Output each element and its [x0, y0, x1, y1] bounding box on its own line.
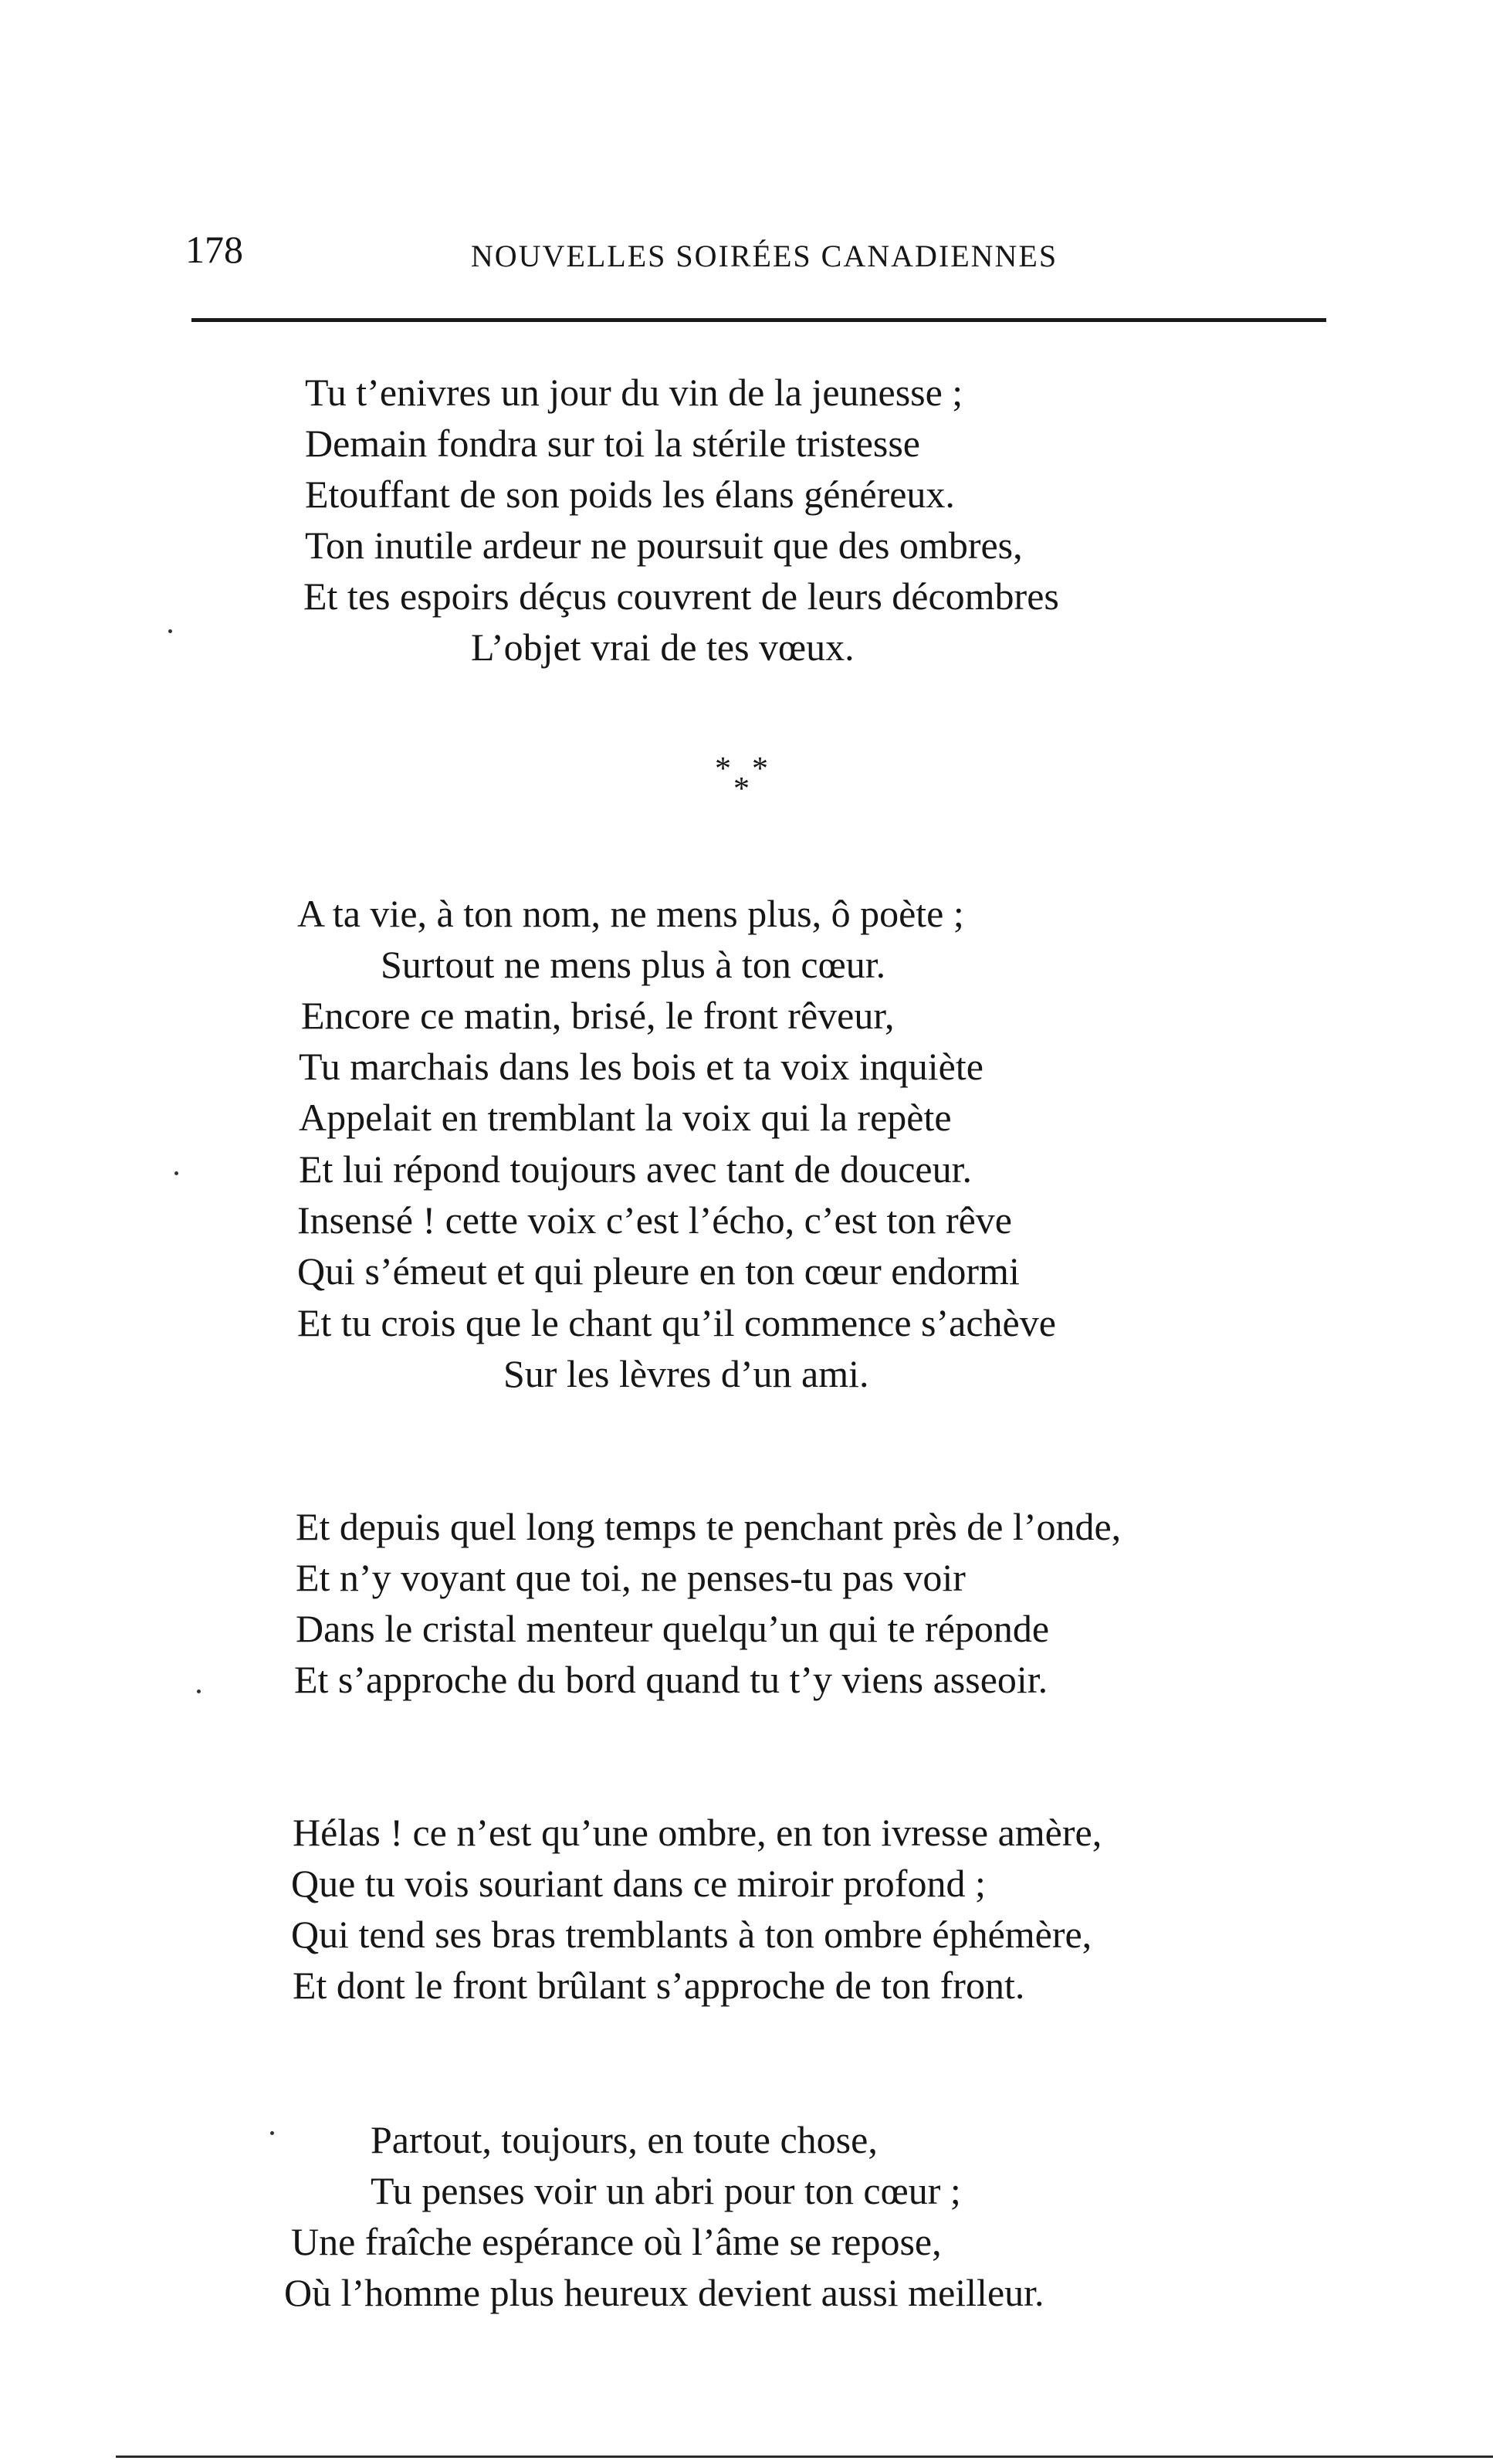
verse-line: A ta vie, à ton nom, ne mens plus, ô poète ; [297, 892, 964, 935]
verse-line: Etouffant de son poids les élans généreux. [305, 473, 955, 516]
header-rule [191, 318, 1326, 322]
verse-line: Et dont le front brûlant s’approche de ton front. [293, 1964, 1025, 2007]
verse-line: Qui tend ses bras tremblants à ton ombre éphémère, [291, 1913, 1092, 1956]
verse-line: Tu penses voir un abri pour ton cœur ; [371, 2169, 961, 2212]
scan-speck [197, 1690, 201, 1693]
page-number: 178 [185, 228, 243, 271]
verse-line: Surtout ne mens plus à ton cœur. [381, 943, 886, 986]
verse-line: Hélas ! ce n’est qu’une ombre, en ton ivresse amère, [293, 1811, 1102, 1854]
asterisk: * [752, 751, 768, 787]
verse-line: Qui s’émeut et qui pleure en ton cœur endormi [297, 1249, 1020, 1293]
verse-line: Et s’approche du bord quand tu t’y viens asseoir. [294, 1658, 1048, 1701]
asterisk: * [733, 771, 750, 807]
scan-speck [270, 2131, 274, 2135]
verse-line: Que tu vois souriant dans ce miroir profond ; [291, 1862, 986, 1905]
verse-line: Sur les lèvres d’un ami. [503, 1352, 869, 1395]
verse-line: Tu t’enivres un jour du vin de la jeunesse ; [305, 371, 963, 414]
verse-line: Et tu crois que le chant qu’il commence s’achève [297, 1301, 1056, 1344]
scan-speck [174, 1171, 178, 1175]
verse-line: Et depuis quel long temps te penchant près de l’onde, [296, 1505, 1122, 1548]
bottom-rule [116, 2456, 1493, 2458]
verse-line: Où l’homme plus heureux devient aussi meilleur. [284, 2271, 1044, 2314]
verse-line: Appelait en tremblant la voix qui la repète [299, 1096, 952, 1139]
asterisk: * [715, 751, 731, 787]
verse-line: Demain fondra sur toi la stérile tristesse [305, 422, 920, 465]
verse-line: Une fraîche espérance où l’âme se repose, [291, 2220, 942, 2263]
scan-speck [168, 629, 172, 633]
verse-line: Et n’y voyant que toi, ne penses-tu pas voir [296, 1556, 966, 1599]
verse-line: Dans le cristal menteur quelqu’un qui te réponde [296, 1607, 1050, 1650]
verse-line: Encore ce matin, brisé, le front rêveur, [301, 994, 895, 1037]
verse-line: Partout, toujours, en toute chose, [371, 2118, 878, 2161]
section-asterism [710, 753, 780, 807]
verse-line: Insensé ! cette voix c’est l’écho, c’est ton rêve [297, 1198, 1012, 1242]
verse-line: Ton inutile ardeur ne poursuit que des ombres, [305, 524, 1023, 567]
running-head: NOUVELLES SOIRÉES CANADIENNES [470, 239, 1058, 273]
verse-line: Et tes espoirs déçus couvrent de leurs décombres [303, 574, 1059, 618]
verse-line: Et lui répond toujours avec tant de douceur. [299, 1147, 972, 1191]
verse-line: Tu marchais dans les bois et ta voix inquiète [299, 1045, 983, 1088]
verse-line: L’objet vrai de tes vœux. [471, 625, 855, 669]
